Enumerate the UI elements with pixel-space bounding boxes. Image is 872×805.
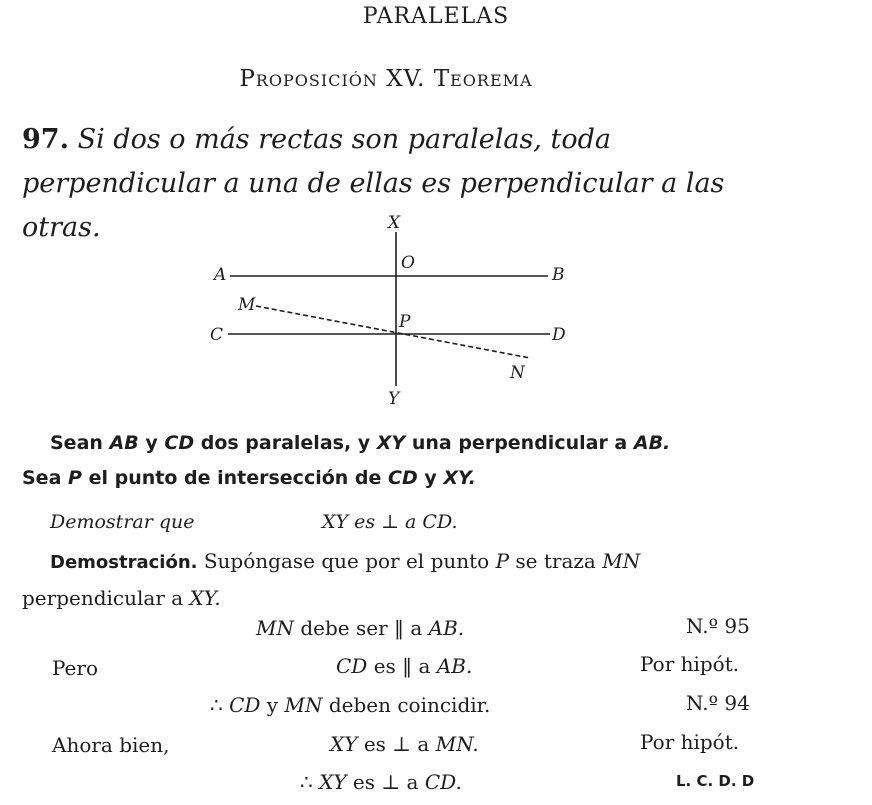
label-a: A: [214, 265, 227, 285]
proof-step-2-lead: Pero: [52, 656, 98, 680]
proof-step-1: MN debe ser ‖ a AB.: [256, 616, 465, 640]
label-m: M: [238, 295, 256, 315]
theorem-number: 97.: [22, 124, 69, 155]
parallel-lines-figure: [200, 210, 580, 410]
label-o: O: [401, 253, 415, 273]
setup-line-1: Sean AB y CD dos paralelas, y XY una perpendicular a AB.: [50, 432, 671, 454]
setup-line-2: Sea P el punto de intersección de CD y XY.: [22, 467, 476, 489]
label-d: D: [552, 325, 566, 345]
proof-step-2: CD es ‖ a AB.: [336, 654, 473, 678]
proof-step-3: ∴ CD y MN deben coincidir.: [210, 693, 491, 717]
demostrar-label: Demostrar que: [50, 511, 195, 533]
theorem-text: Si dos o más rectas son paralelas, toda perpendicular a una de ellas es perpendicular a las otras.: [22, 124, 725, 243]
proof-step-4: XY es ⊥ a MN.: [330, 732, 479, 756]
label-b: B: [552, 265, 565, 285]
proposition-title: Proposición XV. Teorema: [239, 66, 533, 92]
label-p: P: [399, 312, 411, 332]
demostrar-formula: XY es ⊥ a CD.: [322, 511, 458, 533]
proof-step-2-reason: Por hipót.: [640, 652, 740, 676]
label-n: N: [510, 363, 525, 383]
line-mn: [256, 306, 530, 358]
proof-step-1-reason: N.º 95: [686, 614, 750, 638]
proof-step-5: ∴ XY es ⊥ a CD.: [300, 770, 462, 794]
proof-step-5-reason: L. C. D. D: [676, 772, 755, 790]
proof-intro-line-2: perpendicular a XY.: [22, 586, 221, 610]
proof-label: Demostración.: [50, 552, 198, 573]
label-y: Y: [388, 389, 400, 409]
proof-intro-line-1: Demostración. Supóngase que por el punto P se traza MN: [50, 549, 641, 573]
proof-step-4-reason: Por hipót.: [640, 730, 740, 754]
page-header: PARALELAS: [362, 4, 510, 29]
proof-step-4-lead: Ahora bien,: [52, 733, 170, 757]
label-c: C: [210, 325, 224, 345]
label-x: X: [388, 213, 401, 233]
proof-step-3-reason: N.º 94: [686, 691, 750, 715]
